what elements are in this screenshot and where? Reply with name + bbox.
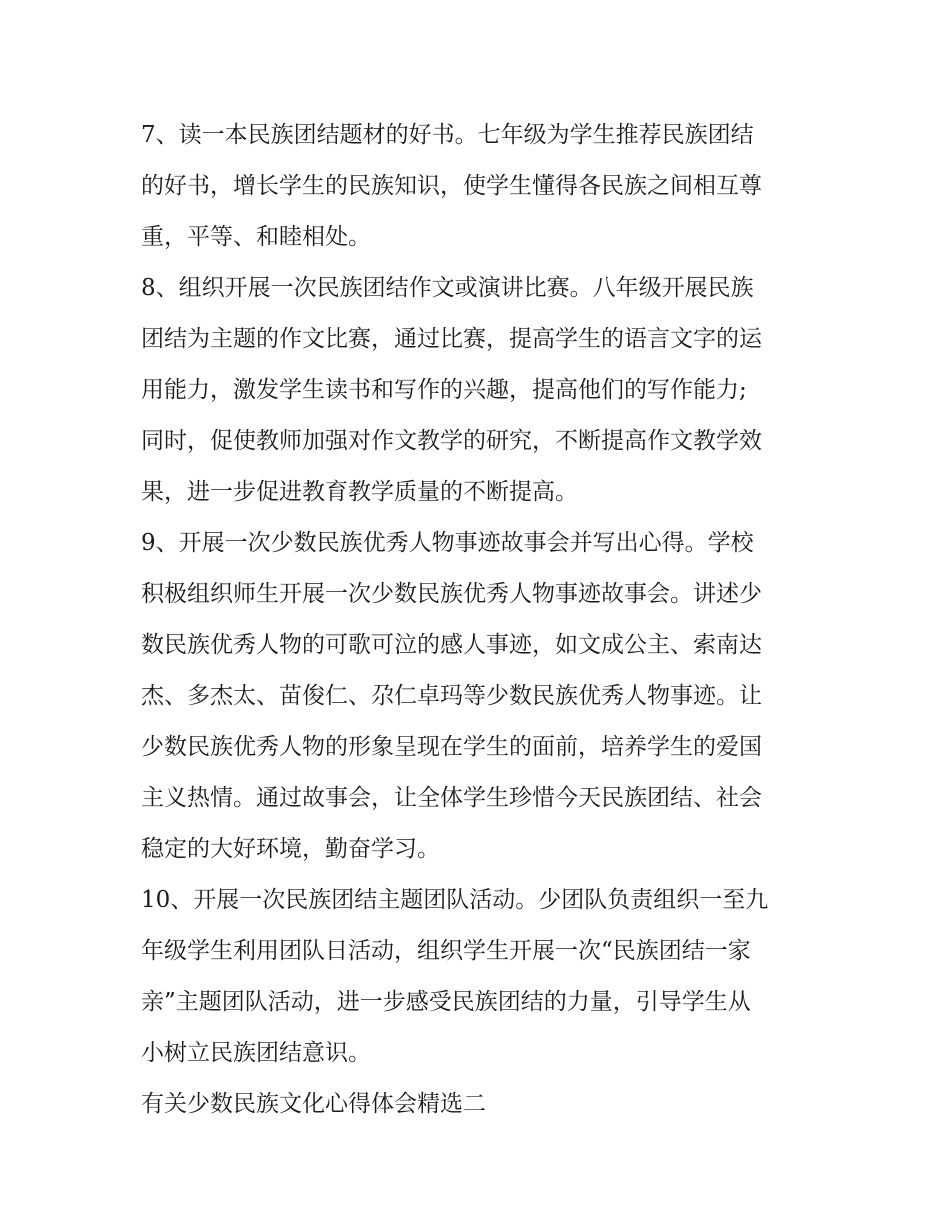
text-line: 同时，促使教师加强对作文教学的研究，不断提高作文教学效 bbox=[141, 428, 762, 454]
text-line: 小树立民族团结意识。 bbox=[141, 1040, 371, 1066]
text-line: 年级学生利用团队日活动，组织学生开展一次“民族团结一家 bbox=[141, 938, 751, 964]
text-line: 积极组织师生开展一次少数民族优秀人物事迹故事会。讲述少 bbox=[141, 581, 762, 607]
section-heading-text: 有关少数民族文化心得体会精选二 bbox=[141, 1091, 486, 1117]
paragraph-item-10 bbox=[141, 875, 821, 1079]
document-body bbox=[141, 110, 821, 1130]
text-line: 用能力，激发学生读书和写作的兴趣，提高他们的写作能力; bbox=[141, 377, 747, 403]
text-line: 亲”主题团队活动，进一步感受民族团结的力量，引导学生从 bbox=[141, 989, 751, 1015]
text-line: 8、组织开展一次民族团结作文或演讲比赛。八年级开展民族 bbox=[141, 275, 754, 301]
section-heading bbox=[141, 1079, 821, 1130]
paragraph-item-7 bbox=[141, 110, 821, 263]
paragraph-item-9 bbox=[141, 518, 821, 875]
text-line: 7、读一本民族团结题材的好书。七年级为学生推荐民族团结 bbox=[141, 122, 754, 148]
text-line: 团结为主题的作文比赛，通过比赛，提高学生的语言文字的运 bbox=[141, 326, 762, 352]
text-line: 少数民族优秀人物的形象呈现在学生的面前，培养学生的爱国 bbox=[141, 734, 762, 760]
text-line: 稳定的大好环境，勤奋学习。 bbox=[141, 836, 440, 862]
text-line: 10、开展一次民族团结主题团队活动。少团队负责组织一至九 bbox=[141, 887, 769, 913]
text-line: 杰、多杰太、苗俊仁、尕仁卓玛等少数民族优秀人物事迹。让 bbox=[141, 683, 762, 709]
text-line: 9、开展一次少数民族优秀人物事迹故事会并写出心得。学校 bbox=[141, 530, 754, 556]
text-line: 果，进一步促进教育教学质量的不断提高。 bbox=[141, 479, 578, 505]
text-line: 主义热情。通过故事会，让全体学生珍惜今天民族团结、社会 bbox=[141, 785, 762, 811]
paragraph-item-8 bbox=[141, 263, 821, 518]
text-line: 数民族优秀人物的可歌可泣的感人事迹，如文成公主、索南达 bbox=[141, 632, 762, 658]
text-line: 的好书，增长学生的民族知识，使学生懂得各民族之间相互尊 bbox=[141, 173, 762, 199]
text-line: 重，平等、和睦相处。 bbox=[141, 224, 371, 250]
